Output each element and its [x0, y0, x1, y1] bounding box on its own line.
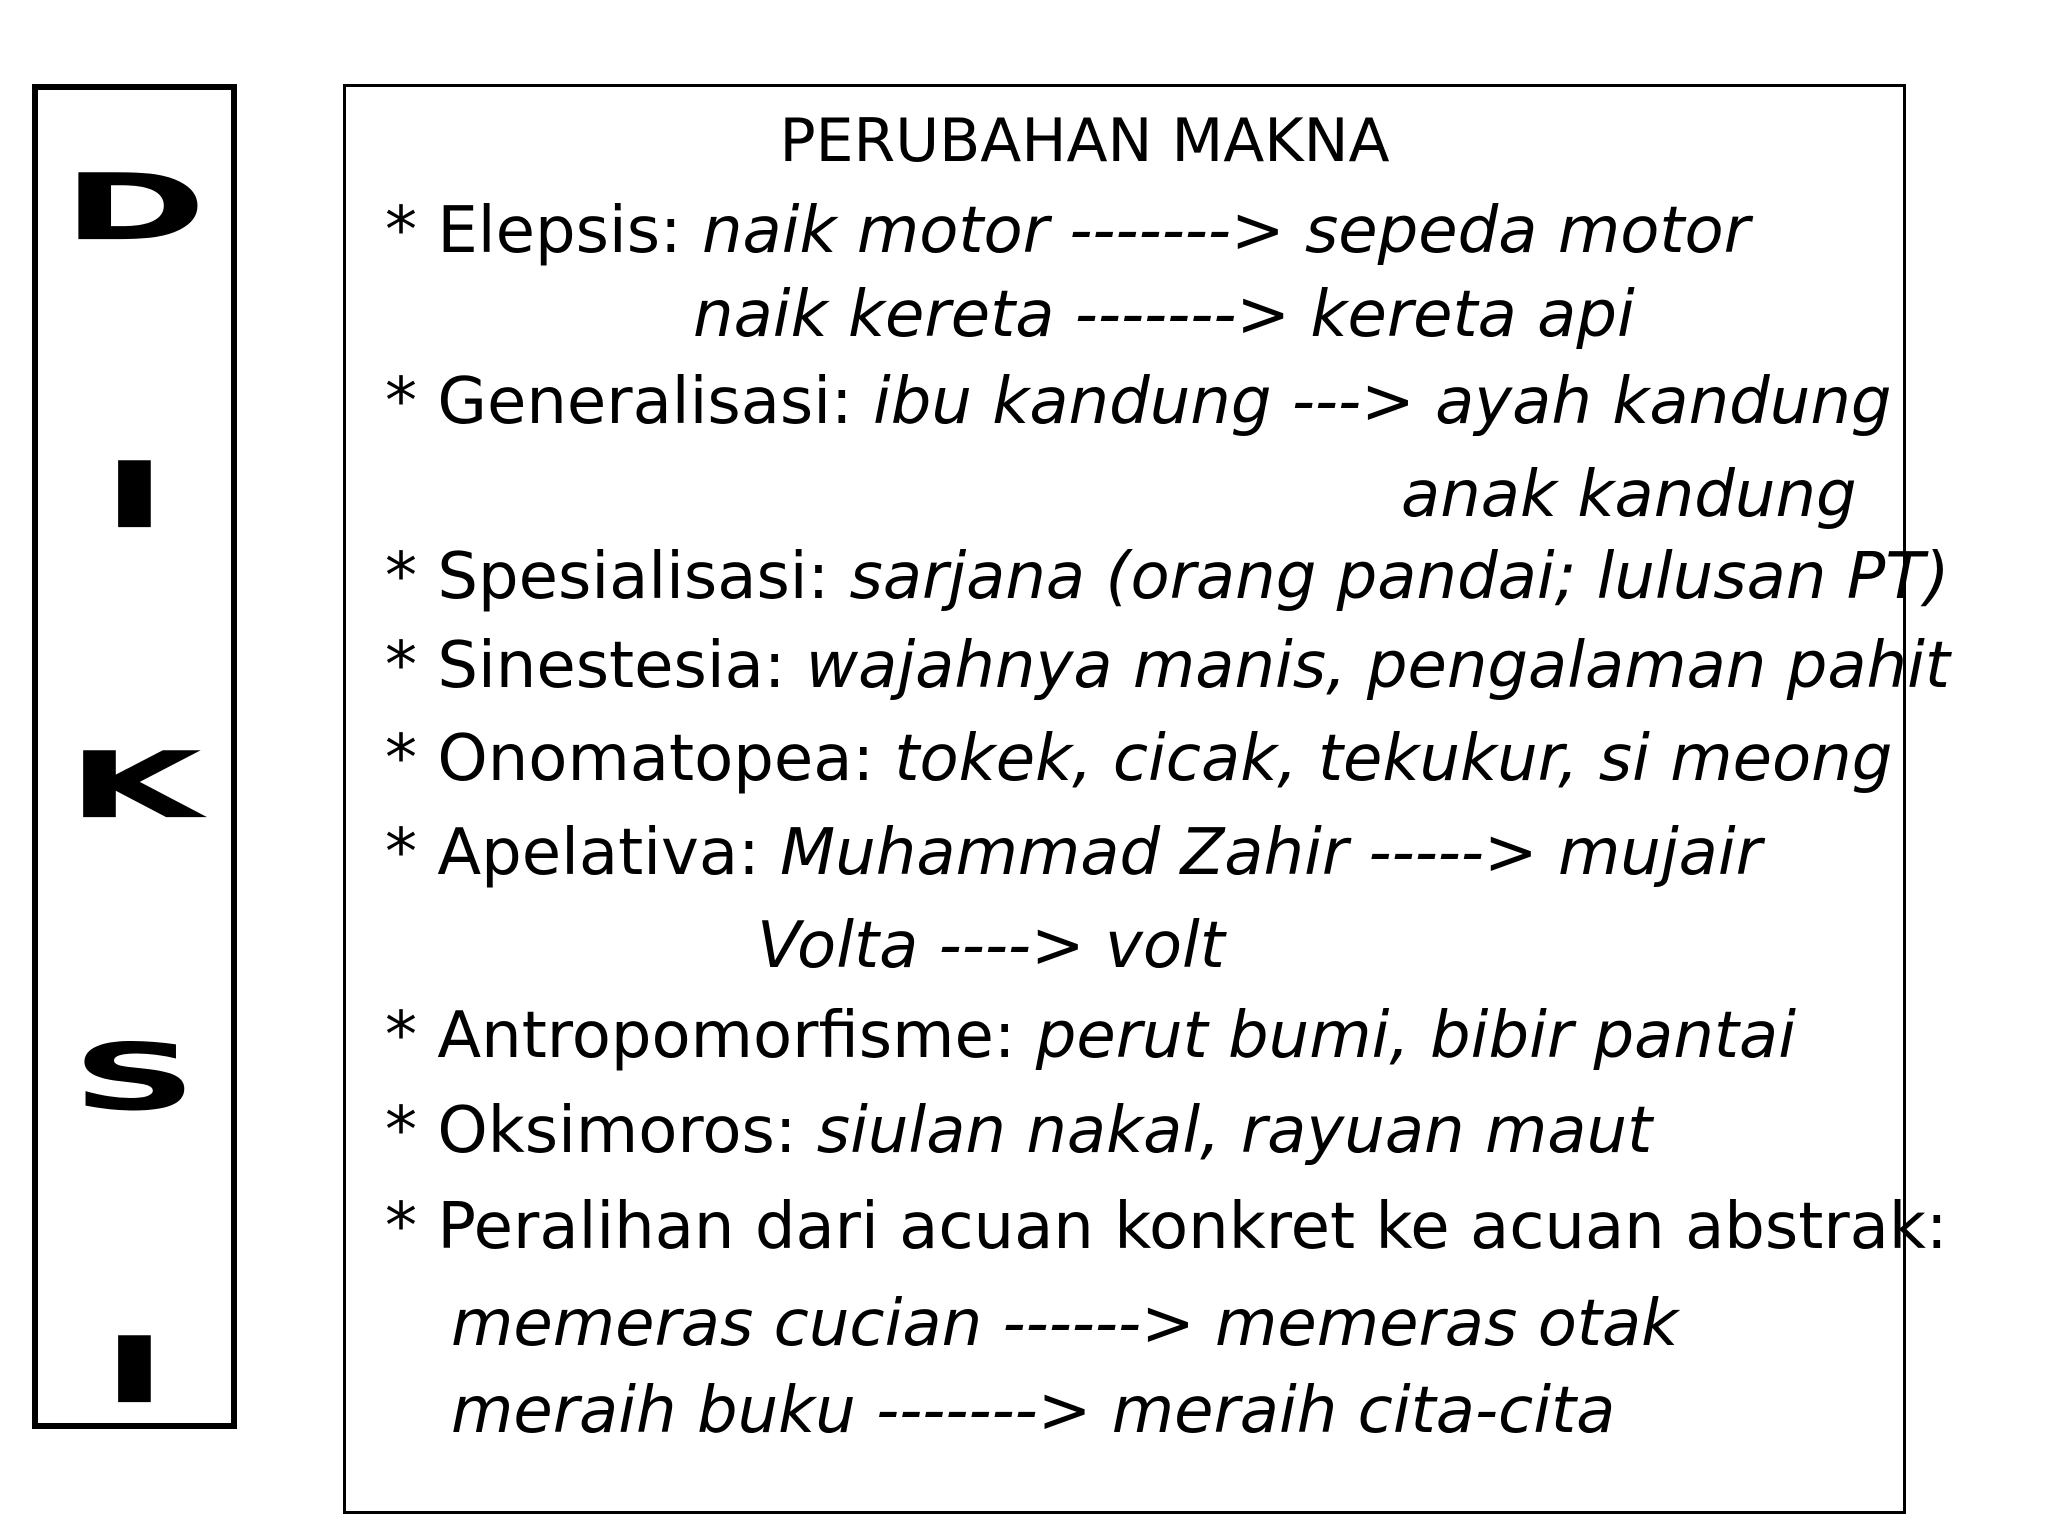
side-letter-k: K: [67, 732, 202, 840]
term-example: sarjana (orang pandai; lulusan PT): [849, 540, 1950, 614]
term-example: siulan nakal, rayuan maut: [816, 1094, 1653, 1168]
side-title-box: [32, 84, 237, 1429]
side-letter-i: I: [102, 442, 167, 550]
list-item: [385, 194, 1750, 268]
term-example: naik motor -------> sepeda motor: [701, 194, 1750, 268]
list-item: [693, 278, 1635, 352]
term-example: naik kereta -------> kereta api: [693, 278, 1635, 352]
list-item: [757, 909, 1225, 983]
term-label: * Sinestesia:: [385, 629, 806, 703]
term-example: tokek, cicak, tekukur, si meong: [894, 722, 1893, 796]
term-example: Volta ----> volt: [757, 909, 1225, 983]
list-item: [385, 999, 1796, 1073]
term-label: * Oksimoros:: [385, 1094, 817, 1168]
term-label: * Peralihan dari acuan konkret ke acuan abstrak:: [385, 1190, 1948, 1264]
term-label: * Elepsis:: [385, 194, 702, 268]
side-letter-d: D: [62, 154, 207, 262]
list-item: [385, 816, 1762, 890]
list-item: [1401, 458, 1857, 532]
term-label: * Spesialisasi:: [385, 540, 850, 614]
term-example: Muhammad Zahir -----> mujair: [780, 816, 1762, 890]
term-example: wajahnya manis, pengalaman pahit: [805, 629, 1950, 703]
content-box: [343, 84, 1950, 1514]
term-label: * Onomatopea:: [385, 722, 895, 796]
term-example: ibu kandung ---> ayah kandung: [872, 365, 1892, 439]
term-example: meraih buku -------> meraih cita-cita: [451, 1374, 1616, 1448]
side-letter-s: S: [71, 1024, 198, 1132]
side-letter-i-2: I: [102, 1317, 167, 1425]
term-example: memeras cucian ------> memeras otak: [451, 1287, 1679, 1361]
term-label: * Apelativa:: [385, 816, 780, 890]
list-item: [451, 1374, 1616, 1448]
list-item: [385, 365, 1892, 439]
term-example: anak kandung: [1401, 458, 1857, 532]
list-item: [451, 1287, 1679, 1361]
list-item: [385, 722, 1893, 796]
list-item: [385, 540, 1950, 614]
term-label: * Antropomorfisme:: [385, 999, 1036, 1073]
term-example: perut bumi, bibir pantai: [1035, 999, 1796, 1073]
list-item: [385, 1190, 1948, 1264]
list-item: [385, 629, 1950, 703]
page-title: PERUBAHAN MAKNA: [779, 106, 1390, 176]
term-label: * Generalisasi:: [385, 365, 873, 439]
list-item: [385, 1094, 1653, 1168]
